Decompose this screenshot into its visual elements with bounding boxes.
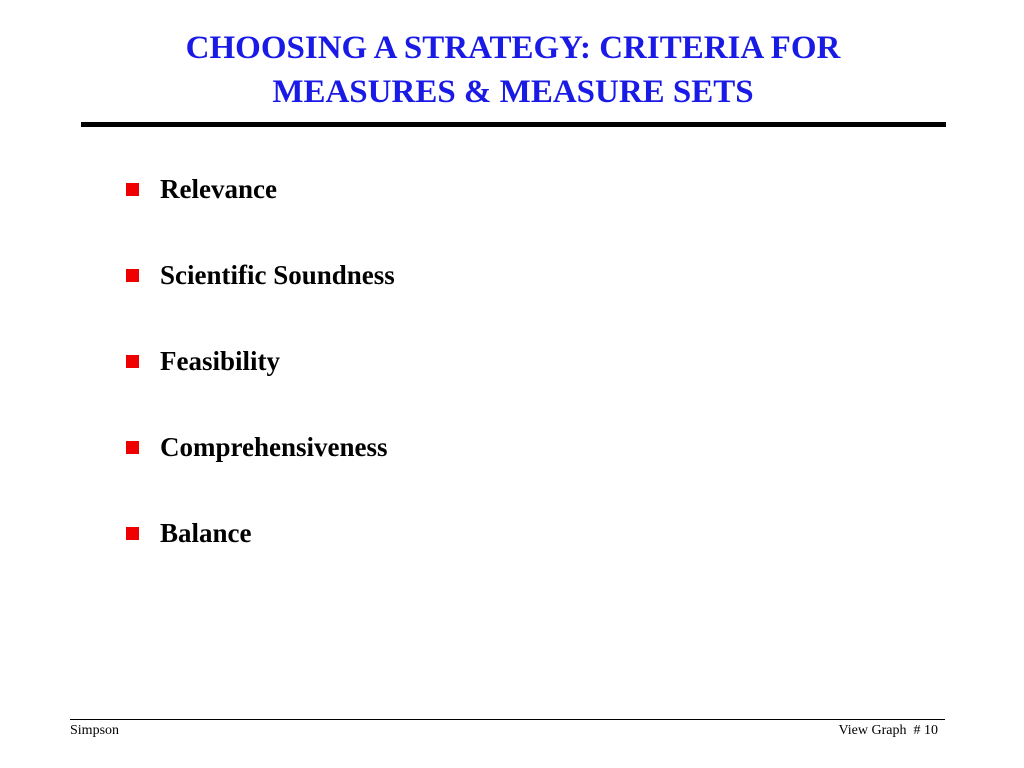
- red-square-bullet-icon: [126, 355, 139, 368]
- bullet-text: Relevance: [160, 173, 277, 204]
- bullet-text: Scientific Soundness: [160, 259, 395, 290]
- red-square-bullet-icon: [126, 527, 139, 540]
- bullet-item-balance: [126, 512, 395, 554]
- title-divider: [81, 122, 946, 127]
- bullet-text: Balance: [160, 517, 252, 548]
- bullet-list: [126, 168, 395, 598]
- bullet-item-feasibility: [126, 340, 395, 382]
- bullet-item-comprehensiveness: [126, 426, 395, 468]
- bullet-item-scientific-soundness: [126, 254, 395, 296]
- bullet-item-relevance: [126, 168, 395, 210]
- slide-title: [80, 26, 946, 114]
- footer-page-label: View Graph # 10: [838, 723, 938, 738]
- red-square-bullet-icon: [126, 441, 139, 454]
- bullet-text: Comprehensiveness: [160, 431, 388, 462]
- slide-title-line-1: CHOOSING A STRATEGY: CRITERIA FOR: [185, 30, 841, 66]
- red-square-bullet-icon: [126, 269, 139, 282]
- bullet-text: Feasibility: [160, 345, 280, 376]
- footer-divider: [70, 719, 945, 720]
- red-square-bullet-icon: [126, 183, 139, 196]
- slide-title-line-2: MEASURES & MEASURE SETS: [272, 74, 754, 110]
- footer-author: Simpson: [70, 723, 120, 738]
